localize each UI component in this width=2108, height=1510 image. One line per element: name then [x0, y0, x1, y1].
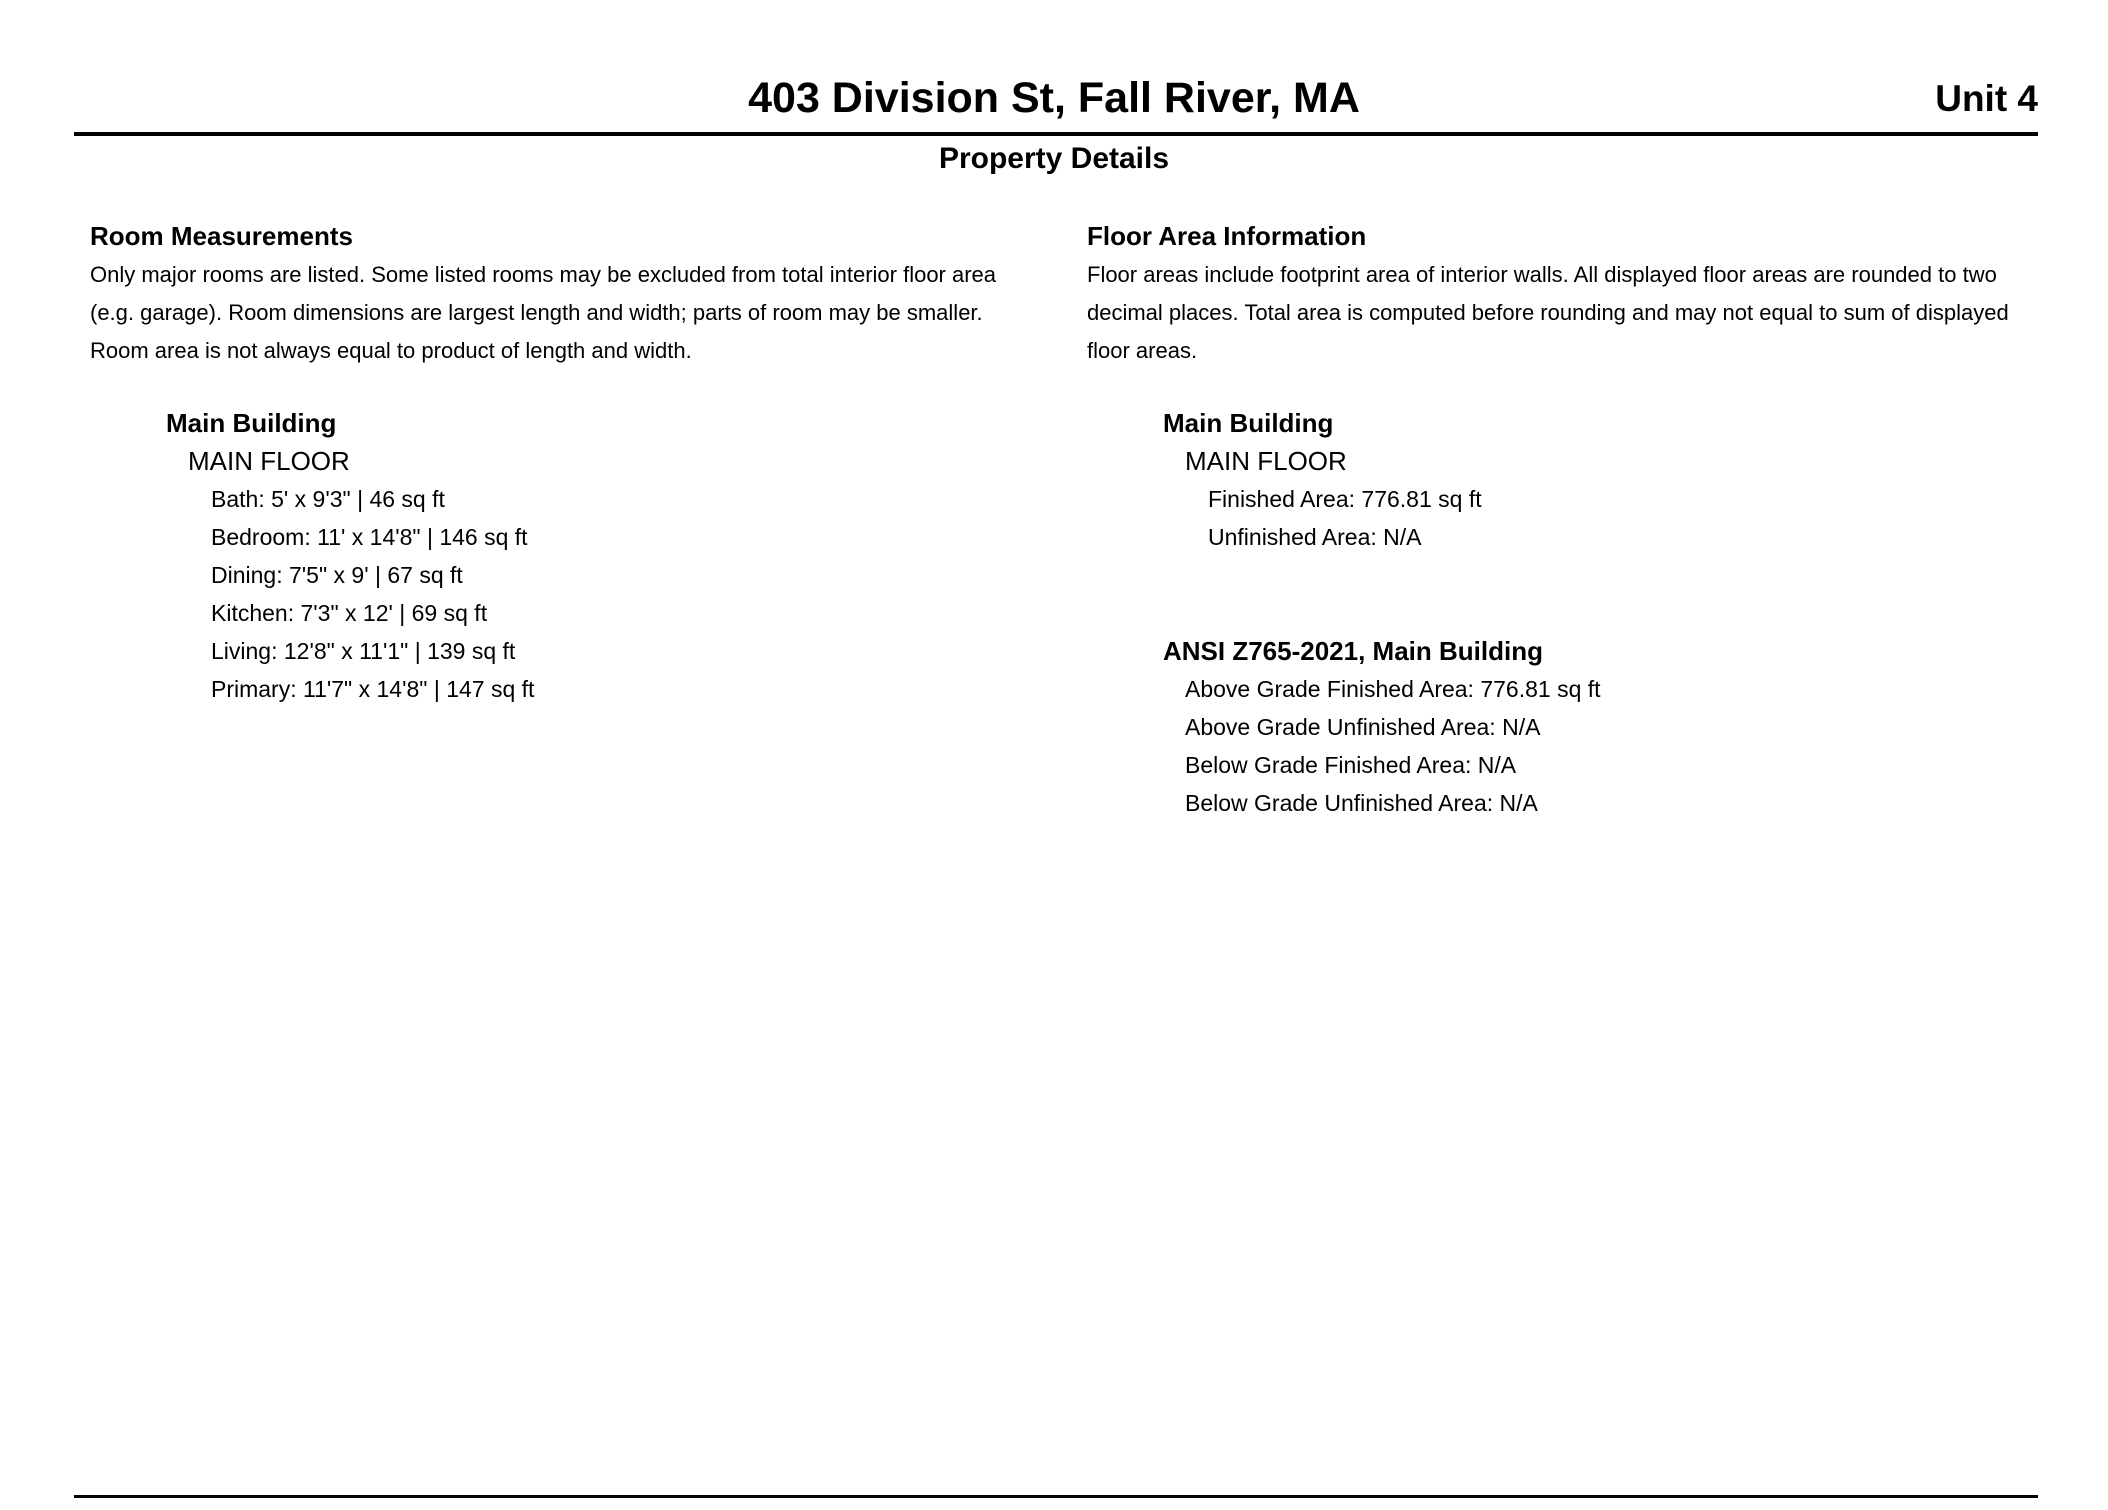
finished-area: Finished Area: 776.81 sq ft: [1208, 486, 1482, 512]
area-list: [1163, 480, 1482, 556]
description-line: (e.g. garage). Room dimensions are largest length and width; parts of room may be smaller.: [90, 300, 983, 325]
description-line: Floor areas include footprint area of interior walls. All displayed floor areas are rounded to two: [1087, 262, 1997, 287]
unfinished-area: Unfinished Area: N/A: [1208, 524, 1422, 550]
page-title: 403 Division St, Fall River, MA: [748, 74, 1360, 122]
room-item-kitchen: Kitchen: 7'3" x 12' | 69 sq ft: [211, 600, 488, 626]
floor-area-block: [1163, 404, 1482, 556]
room-measurements-description: [90, 256, 1050, 370]
ansi-item-above-finished: Above Grade Finished Area: 776.81 sq ft: [1185, 676, 1601, 702]
ansi-block: [1163, 632, 1601, 822]
ansi-list: [1163, 670, 1601, 822]
description-line: decimal places. Total area is computed before rounding and may not equal to sum of displayed: [1087, 300, 2009, 325]
description-line: floor areas.: [1087, 338, 1198, 363]
ansi-heading: ANSI Z765-2021, Main Building: [1163, 636, 1543, 666]
footer-divider: [74, 1495, 2038, 1498]
room-item-bedroom: Bedroom: 11' x 14'8" | 146 sq ft: [211, 524, 528, 550]
floor-area-description: [1087, 256, 2047, 370]
description-line: Room area is not always equal to product of length and width.: [90, 338, 692, 363]
description-line: Only major rooms are listed. Some listed rooms may be excluded from total interior floor area: [90, 262, 997, 287]
room-measurements-section: [90, 216, 1050, 370]
room-item-dining: Dining: 7'5" x 9' | 67 sq ft: [211, 562, 463, 588]
header-divider: [74, 132, 2038, 136]
ansi-item-below-finished: Below Grade Finished Area: N/A: [1185, 752, 1517, 778]
room-item-living: Living: 12'8" x 11'1" | 139 sq ft: [211, 638, 516, 664]
room-item-primary: Primary: 11'7" x 14'8" | 147 sq ft: [211, 676, 535, 702]
ansi-item-above-unfinished: Above Grade Unfinished Area: N/A: [1185, 714, 1541, 740]
room-list-block: [166, 404, 534, 708]
floor-heading: MAIN FLOOR: [188, 446, 350, 476]
building-heading: Main Building: [1163, 408, 1334, 438]
building-heading: Main Building: [166, 408, 337, 438]
floor-heading: MAIN FLOOR: [1185, 446, 1347, 476]
room-item-bath: Bath: 5' x 9'3" | 46 sq ft: [211, 486, 445, 512]
unit-label: Unit 4: [1935, 78, 2038, 119]
room-measurements-heading: Room Measurements: [90, 221, 353, 251]
floor-area-heading: Floor Area Information: [1087, 221, 1367, 251]
floor-area-section: [1087, 216, 2047, 370]
room-list: [166, 480, 534, 708]
page-subtitle: Property Details: [938, 142, 1170, 175]
ansi-item-below-unfinished: Below Grade Unfinished Area: N/A: [1185, 790, 1538, 816]
